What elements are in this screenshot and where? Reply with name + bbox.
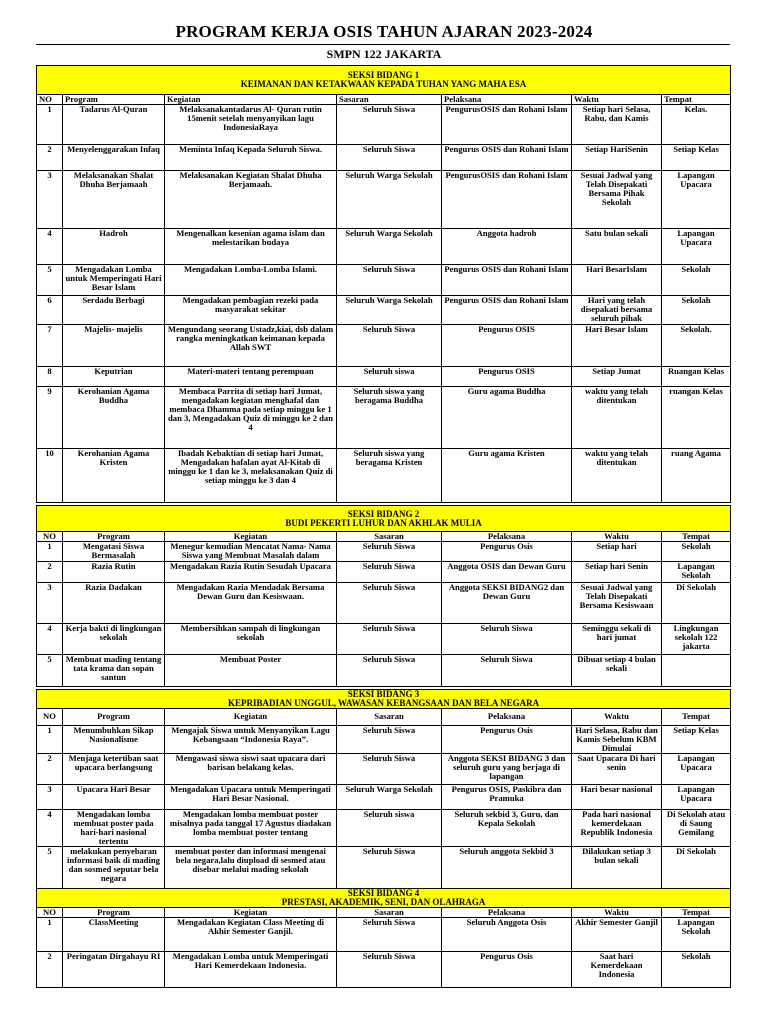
row-program: Upacara Hari Besar (63, 785, 165, 810)
row-tempat: Sekolah (662, 952, 731, 988)
col-program: Program (63, 532, 165, 542)
row-program: ClassMeeting (63, 918, 165, 952)
row-waktu: Hari besar nasional (572, 785, 662, 810)
row-sasaran: Seluruh siswa (337, 810, 442, 847)
col-sasaran: Sasaran (337, 532, 442, 542)
row-program: Razia Dadakan (63, 583, 165, 624)
school-name: SMPN 122 JAKARTA (326, 47, 442, 61)
col-program: Program (63, 908, 165, 918)
col-sasaran: Sasaran (337, 908, 442, 918)
row-program: Menyelenggarakan Infaq (63, 145, 165, 171)
row-no: 1 (37, 918, 63, 952)
row-no: 5 (37, 655, 63, 687)
row-pelaksana: Pengurus OSIS, Paskibra dan Pramuka (442, 785, 572, 810)
row-program: Razia Rutin (63, 562, 165, 583)
row-program: Serdadu Berbagi (63, 296, 165, 325)
row-pelaksana: Guru agama Buddha (442, 387, 572, 449)
row-waktu: Setiap hari Senin (572, 562, 662, 583)
section-2-header-row (37, 532, 731, 542)
col-pelaksana: Pelaksana (442, 532, 572, 542)
row-kegiatan: Meminta Infaq Kepada Seluruh Siswa. (165, 145, 337, 171)
row-program: Majelis- majelis (63, 325, 165, 367)
row-waktu: Hari Selasa, Rabu dan Kamis Sebelum KBM Dimulai (572, 726, 662, 754)
row-tempat: Setiap Kelas (662, 145, 731, 171)
col-kegiatan: Kegiatan (165, 709, 337, 726)
table-row (37, 952, 731, 988)
row-no: 3 (37, 171, 63, 229)
col-kegiatan: Kegiatan (165, 532, 337, 542)
row-sasaran: Seluruh Siswa (337, 265, 442, 296)
row-kegiatan: Membuat Poster (165, 655, 337, 687)
row-waktu: Setiap HariSenin (572, 145, 662, 171)
row-sasaran: Seluruh Siswa (337, 562, 442, 583)
row-program: Menjaga ketertiban saat upacara berlangsung (63, 754, 165, 785)
row-no: 8 (37, 367, 63, 387)
row-kegiatan: membuat poster dan informasi mengenai bela negara,lalu diupload di sesmed atau disebar melalui mading sekolah (165, 847, 337, 899)
row-waktu: Hari BesarIslam (572, 265, 662, 296)
row-sasaran: Seluruh Siswa (337, 726, 442, 754)
row-no: 7 (37, 325, 63, 367)
row-no: 4 (37, 229, 63, 265)
row-program: Membuat mading tentang tata krama dan sopan santun (63, 655, 165, 687)
row-sasaran: Seluruh Warga Sekolah (337, 171, 442, 229)
table-row (37, 562, 731, 583)
section-4-header-row (37, 908, 731, 918)
table-row (37, 655, 731, 687)
row-pelaksana: Guru agama Kristen (442, 449, 572, 503)
row-sasaran: Seluruh Warga Sekolah (337, 785, 442, 810)
row-sasaran: Seluruh Siswa (337, 542, 442, 562)
row-pelaksana: Pengurus Osis (442, 952, 572, 988)
row-program: Peringatan Dirgahayu RI (63, 952, 165, 988)
section-3-band (37, 690, 731, 709)
section-3-table (36, 689, 731, 899)
row-kegiatan: Materi-materi tentang perempuan (165, 367, 337, 387)
row-sasaran: Seluruh Warga Sekolah (337, 229, 442, 265)
section-3-number: SEKSI BIDANG 3 (347, 689, 420, 699)
row-pelaksana: Anggota OSIS dan Dewan Guru (442, 562, 572, 583)
row-sasaran: Seluruh Siswa (337, 655, 442, 687)
row-no: 2 (37, 562, 63, 583)
row-waktu: Seminggu sekali di hari jumat (572, 624, 662, 655)
row-program: Mengatasi Siswa Bermasalah (63, 542, 165, 562)
row-tempat: Lapangan Upacara (662, 785, 731, 810)
row-kegiatan: Mengawasi siswa siswi saat upacara dari barisan belakang kelas. (165, 754, 337, 785)
col-sasaran: Sasaran (337, 709, 442, 726)
row-no: 4 (37, 624, 63, 655)
row-waktu: waktu yang telah ditentukan (572, 387, 662, 449)
row-sasaran: Seluruh Siswa (337, 918, 442, 952)
row-no: 6 (37, 296, 63, 325)
table-row (37, 265, 731, 296)
row-no: 9 (37, 387, 63, 449)
col-waktu: Waktu (572, 95, 662, 105)
row-program: Kerohanian Agama Kristen (63, 449, 165, 503)
row-no: 3 (37, 583, 63, 624)
row-waktu: Setiap hari (572, 542, 662, 562)
row-program: Keputrian (63, 367, 165, 387)
row-tempat: Lapangan Upacara (662, 754, 731, 785)
table-row (37, 726, 731, 754)
table-row (37, 387, 731, 449)
row-kegiatan: Mengadakan Kegiatan Class Meeting di Akhir Semester Ganjil. (165, 918, 337, 952)
row-sasaran: Seluruh Siswa (337, 325, 442, 367)
table-row (37, 918, 731, 952)
row-pelaksana: Seluruh anggota Sekbid 3 (442, 847, 572, 899)
row-program: Tadarus Al-Quran (63, 105, 165, 145)
row-kegiatan: Mengadakan pembagian rezeki pada masyarakat sekitar (165, 296, 337, 325)
section-3-heading: KEPRIBADIAN UNGGUL, WAWASAN KEBANGSAAN DAN BELA NEGARA (227, 698, 540, 708)
row-pelaksana: Pengurus OSIS (442, 367, 572, 387)
row-kegiatan: Mengadakan Lomba-Lomba Islami. (165, 265, 337, 296)
row-waktu: Setiap Jumat (572, 367, 662, 387)
section-2-number: SEKSI BIDANG 2 (347, 508, 420, 519)
row-kegiatan: Mengadakan Razia Mendadak Bersama Dewan Guru dan Kesiswaan. (165, 583, 337, 624)
row-program: Kerja bakti di lingkungan sekolah (63, 624, 165, 655)
row-sasaran: Seluruh Siswa (337, 624, 442, 655)
col-pelaksana: Pelaksana (442, 709, 572, 726)
row-program: Kerohanian Agama Buddha (63, 387, 165, 449)
row-pelaksana: PengurusOSIS dan Rohani Islam (442, 105, 572, 145)
col-waktu: Waktu (572, 908, 662, 918)
row-sasaran: Seluruh Siswa (337, 847, 442, 899)
row-kegiatan: Ibadah Kebaktian di setiap hari Jumat, Mengadakan hafalan ayat Al-Kitab di minggu ke 1 dan ke 3, melaksanakan Quiz di setiap minggu ke 3 dan 4 (165, 449, 337, 503)
row-tempat: Sekolah (662, 265, 731, 296)
row-no: 3 (37, 785, 63, 810)
table-row (37, 583, 731, 624)
col-waktu: Waktu (572, 709, 662, 726)
table-row (37, 105, 731, 145)
row-kegiatan: Membaca Parrita di setiap hari Jumat, mengadakan kegiatan menghafal dan membaca Dhamma pada setiap minggu ke 1 dan 3, Mengadakan Quiz di minggu ke 2 dan 4 (165, 387, 337, 449)
section-1-heading: KEIMANAN DAN KETAKWAAN KEPADA TUHAN YANG MAHA ESA (240, 79, 527, 89)
row-kegiatan: Menegur kemudian Mencatat Nama- Nama Siswa yang Membuat Masalah dalam (165, 542, 337, 562)
section-1-header-row (37, 95, 731, 105)
section-4-heading: PRESTASI, AKADEMIK, SENI, DAN OLAHRAGA (281, 897, 486, 907)
row-pelaksana: Pengurus OSIS dan Rohani Islam (442, 145, 572, 171)
row-tempat: Ruangan Kelas (662, 367, 731, 387)
row-pelaksana: Pengurus Osis (442, 726, 572, 754)
row-pelaksana: Seluruh Siswa (442, 624, 572, 655)
row-kegiatan: Mengadakan Lomba untuk Memperingati Hari Kemerdekaan Indonesia. (165, 952, 337, 988)
row-tempat: Kelas. (662, 105, 731, 145)
row-pelaksana: Seluruh Siswa (442, 655, 572, 687)
row-waktu: Sesuai Jadwal yang Telah Disepakati Bersama Pihak Sekolah (572, 171, 662, 229)
col-tempat: Tempat (662, 908, 731, 918)
table-row (37, 449, 731, 503)
row-waktu: waktu yang telah ditentukan (572, 449, 662, 503)
row-program: Mengadakan lomba membuat poster pada hari-hari nasional tertentu (63, 810, 165, 847)
row-pelaksana: Seluruh sekbid 3, Guru, dan Kepala Sekolah (442, 810, 572, 847)
row-no: 2 (37, 145, 63, 171)
col-program: Program (63, 709, 165, 726)
row-tempat: Setiap Kelas (662, 726, 731, 754)
row-tempat: Lapangan Upacara (662, 171, 731, 229)
section-2-band (37, 506, 731, 532)
row-sasaran: Seluruh siswa (337, 367, 442, 387)
col-tempat: Tempat (662, 709, 731, 726)
section-4-band (37, 889, 731, 908)
row-waktu: Setiap hari Selasa, Rabu, dan Kamis (572, 105, 662, 145)
table-row (37, 785, 731, 810)
col-waktu: Waktu (572, 532, 662, 542)
col-sasaran: Sasaran (337, 95, 442, 105)
title-divider (36, 44, 730, 45)
row-no: 5 (37, 265, 63, 296)
row-waktu: Hari yang telah disepakati bersama seluruh pihak (572, 296, 662, 325)
col-pelaksana: Pelaksana (442, 95, 572, 105)
section-4-number: SEKSI BIDANG 4 (347, 888, 420, 898)
row-sasaran: Seluruh Siswa (337, 583, 442, 624)
row-kegiatan: Mengundang seorang Ustadz,kiai, dsb dalam rangka meningkatkan keimanan kepada Allah SWT (165, 325, 337, 367)
row-no: 1 (37, 726, 63, 754)
section-1-number: SEKSI BIDANG 1 (347, 70, 420, 80)
row-waktu: Dibuat setiap 4 bulan sekali (572, 655, 662, 687)
row-pelaksana: Pengurus OSIS (442, 325, 572, 367)
row-tempat (662, 655, 731, 687)
row-tempat: Sekolah. (662, 325, 731, 367)
table-row (37, 810, 731, 847)
row-no: 10 (37, 449, 63, 503)
row-tempat: Lapangan Upacara (662, 229, 731, 265)
row-kegiatan: Mengajak Siswa untuk Menyanyikan Lagu Kebangsaan “Indonesia Raya”. (165, 726, 337, 754)
table-row (37, 754, 731, 785)
section-1-table (36, 65, 731, 503)
row-sasaran: Seluruh Siswa (337, 145, 442, 171)
table-row (37, 624, 731, 655)
col-no: NO (37, 95, 63, 105)
row-tempat: Lapangan Sekolah (662, 562, 731, 583)
row-waktu: Pada hari nasional kemerdekaan Republik Indonesia (572, 810, 662, 847)
section-2-table (36, 505, 731, 687)
col-kegiatan: Kegiatan (165, 908, 337, 918)
row-waktu: Hari Besar Islam (572, 325, 662, 367)
row-program: Mengadakan Lomba untuk Memperingati Hari Besar Islam (63, 265, 165, 296)
row-program: Hadroh (63, 229, 165, 265)
row-pelaksana: Pengurus OSIS dan Rohani Islam (442, 296, 572, 325)
row-waktu: Sesuai Jadwal yang Telah Disepakati Bersama Kesiswaan (572, 583, 662, 624)
row-tempat: ruang Agama (662, 449, 731, 503)
table-row (37, 229, 731, 265)
row-tempat: Sekolah (662, 542, 731, 562)
col-tempat: Tempat (662, 532, 731, 542)
row-waktu: Saat Upacara Di hari senin (572, 754, 662, 785)
row-sasaran: Seluruh Siswa (337, 105, 442, 145)
row-pelaksana: Pengurus OSIS dan Rohani Islam (442, 265, 572, 296)
row-sasaran: Seluruh Siswa (337, 952, 442, 988)
row-no: 5 (37, 847, 63, 899)
col-no: NO (37, 709, 63, 726)
row-tempat: Lapangan Sekolah (662, 918, 731, 952)
row-tempat: Sekolah (662, 296, 731, 325)
row-kegiatan: Mengenalkan kesenian agama islam dan melestarikan budaya (165, 229, 337, 265)
row-kegiatan: Mengadakan Razia Rutin Sesudah Upacara (165, 562, 337, 583)
section-1-band (37, 66, 731, 95)
col-tempat: Tempat (662, 95, 731, 105)
table-row (37, 325, 731, 367)
row-waktu: Dilakukan setiap 3 bulan sekali (572, 847, 662, 899)
row-pelaksana: Anggota SEKSI BIDANG2 dan Dewan Guru (442, 583, 572, 624)
row-waktu: Satu bulan sekali (572, 229, 662, 265)
table-row (37, 296, 731, 325)
section-4-table (36, 888, 731, 988)
row-tempat: Di Sekolah atau di Saung Gemilang (662, 810, 731, 847)
row-pelaksana: PengurusOSIS dan Rohani Islam (442, 171, 572, 229)
row-waktu: Saat hari Kemerdekaan Indonesia (572, 952, 662, 988)
row-tempat: Di Sekolah (662, 583, 731, 624)
row-program: melakukan penyebaran informasi baik di mading dan sosmed seputar bela negara (63, 847, 165, 899)
row-sasaran: Seluruh siswa yang beragama Buddha (337, 387, 442, 449)
table-row (37, 542, 731, 562)
row-kegiatan: Membersihkan sampah di lingkungan sekolah (165, 624, 337, 655)
col-pelaksana: Pelaksana (442, 908, 572, 918)
section-2-heading: BUDI PEKERTI LUHUR DAN AKHLAK MULIA (285, 517, 482, 528)
row-no: 4 (37, 810, 63, 847)
row-program: Melaksanakan Shalat Dhuha Berjamaah (63, 171, 165, 229)
row-tempat: Di Sekolah (662, 847, 731, 899)
row-sasaran: Seluruh Siswa (337, 754, 442, 785)
row-pelaksana: Anggota hadroh (442, 229, 572, 265)
row-no: 1 (37, 105, 63, 145)
row-kegiatan: Mengadakan Upacara untuk Memperingati Hari Besar Nasional. (165, 785, 337, 810)
row-tempat: ruangan Kelas (662, 387, 731, 449)
col-no: NO (37, 908, 63, 918)
row-no: 1 (37, 542, 63, 562)
row-pelaksana: Pengurus Osis (442, 542, 572, 562)
row-pelaksana: Seluruh Anggota Osis (442, 918, 572, 952)
row-pelaksana: Anggota SEKSI BIDANG 3 dan seluruh guru yang berjaga di lapangan (442, 754, 572, 785)
table-row (37, 367, 731, 387)
row-kegiatan: Melaksanakantadarus Al- Quran rutin 15menit setelah menyanyikan lagu IndonesiaRaya (165, 105, 337, 145)
col-program: Program (63, 95, 165, 105)
row-tempat: Lingkungan sekolah 122 jakarta (662, 624, 731, 655)
row-program: Menumbuhkan Sikap Nasionalisme (63, 726, 165, 754)
row-no: 2 (37, 952, 63, 988)
row-waktu: Akhir Semester Ganjil (572, 918, 662, 952)
col-kegiatan: Kegiatan (165, 95, 337, 105)
row-kegiatan: Melaksanakan Kegiatan Shalat Dhuha Berjamaah. (165, 171, 337, 229)
row-sasaran: Seluruh siswa yang beragama Kristen (337, 449, 442, 503)
document-title: PROGRAM KERJA OSIS TAHUN AJARAN 2023-2024 (175, 22, 593, 41)
col-no: NO (37, 532, 63, 542)
row-kegiatan: Mengadakan lomba membuat poster misalnya pada tanggal 17 Agustus diadakan lomba membuat poster tentang (165, 810, 337, 847)
section-3-header-row (37, 709, 731, 726)
row-sasaran: Seluruh Warga Sekolah (337, 296, 442, 325)
table-row (37, 171, 731, 229)
row-no: 2 (37, 754, 63, 785)
table-row (37, 145, 731, 171)
